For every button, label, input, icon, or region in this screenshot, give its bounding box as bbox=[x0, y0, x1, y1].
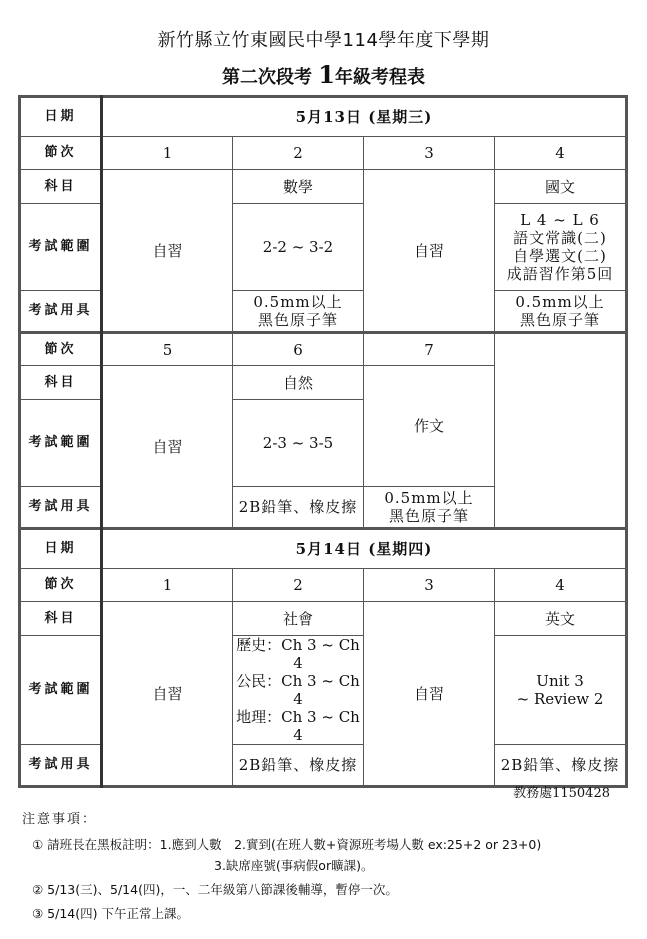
tool-line: 黑色原子筆 bbox=[520, 311, 601, 329]
label-range: 考試範圍 bbox=[20, 636, 102, 745]
range-line: 語文常識(二) bbox=[513, 229, 607, 247]
exam-schedule-table bbox=[18, 95, 628, 788]
label-tools: 考試用具 bbox=[20, 291, 102, 333]
label-subject: 科目 bbox=[20, 170, 102, 204]
document-subtitle bbox=[0, 60, 647, 89]
science-tools: 2B鉛筆、橡皮擦 bbox=[233, 487, 364, 529]
date-day1: 5月13日 (星期三) bbox=[102, 97, 627, 137]
self-study-cell: 自習 bbox=[364, 602, 495, 787]
self-study-cell: 自習 bbox=[102, 170, 233, 333]
office-code: 教務處1150428 bbox=[513, 786, 610, 801]
label-period: 節次 bbox=[20, 137, 102, 170]
tool-line: 黑色原子筆 bbox=[257, 311, 338, 329]
empty-cell bbox=[495, 333, 627, 529]
range-line: ~ Review 2 bbox=[516, 690, 604, 708]
period-cell: 4 bbox=[495, 137, 627, 170]
notes-section bbox=[22, 808, 632, 928]
period-cell: 5 bbox=[102, 333, 233, 366]
math-tools bbox=[233, 291, 364, 333]
social-tools: 2B鉛筆、橡皮擦 bbox=[233, 745, 364, 787]
label-range: 考試範圍 bbox=[20, 204, 102, 291]
subject-math: 數學 bbox=[233, 170, 364, 204]
science-range: 2-3 ~ 3-5 bbox=[233, 400, 364, 487]
period-cell: 3 bbox=[364, 137, 495, 170]
period-row bbox=[20, 569, 627, 602]
label-date: 日期 bbox=[20, 529, 102, 569]
period-cell: 6 bbox=[233, 333, 364, 366]
date-row-day2 bbox=[20, 529, 627, 569]
note-item: ③ 5/14(四) 下午正常上課。 bbox=[32, 906, 189, 921]
range-line: 公民：Ch 3 ~ Ch 4 bbox=[236, 672, 360, 708]
note-item: ② 5/13(三)、5/14(四)，一、二年級第八節課後輔導，暫停一次。 bbox=[32, 882, 398, 897]
subject-science: 自然 bbox=[233, 366, 364, 400]
period-row bbox=[20, 137, 627, 170]
tool-line: 0.5mm以上 bbox=[384, 489, 474, 507]
label-tools: 考試用具 bbox=[20, 745, 102, 787]
self-study-cell: 自習 bbox=[364, 170, 495, 333]
tool-line: 0.5mm以上 bbox=[253, 293, 343, 311]
subject-social: 社會 bbox=[233, 602, 364, 636]
subtitle-prefix: 第二次段考 bbox=[222, 67, 319, 88]
note-continuation: 3.缺席座號(事病假or曠課)。 bbox=[214, 858, 374, 873]
range-line: L 4 ~ L 6 bbox=[520, 211, 600, 229]
tool-line: 黑色原子筆 bbox=[388, 507, 469, 525]
tool-line: 0.5mm以上 bbox=[515, 293, 605, 311]
composition-cell: 作文 bbox=[364, 366, 495, 487]
period-cell: 2 bbox=[233, 137, 364, 170]
subject-chinese: 國文 bbox=[495, 170, 627, 204]
period-row bbox=[20, 333, 627, 366]
notes-heading: 注意事項： bbox=[22, 812, 98, 827]
label-range: 考試範圍 bbox=[20, 400, 102, 487]
date-row-day1 bbox=[20, 97, 627, 137]
label-subject: 科目 bbox=[20, 366, 102, 400]
period-cell: 3 bbox=[364, 569, 495, 602]
period-cell: 2 bbox=[233, 569, 364, 602]
social-range bbox=[233, 636, 364, 745]
range-line: Unit 3 bbox=[536, 672, 584, 690]
math-range: 2-2 ~ 3-2 bbox=[233, 204, 364, 291]
document-title: 新竹縣立竹東國民中學114學年度下學期 bbox=[157, 30, 490, 51]
label-period: 節次 bbox=[20, 333, 102, 366]
range-line: 歷史：Ch 3 ~ Ch 4 bbox=[236, 636, 360, 672]
period-cell: 1 bbox=[102, 569, 233, 602]
english-tools: 2B鉛筆、橡皮擦 bbox=[495, 745, 627, 787]
label-date: 日期 bbox=[20, 97, 102, 137]
range-line: 自學選文(二) bbox=[513, 247, 607, 265]
label-tools: 考試用具 bbox=[20, 487, 102, 529]
grade-number: 1 bbox=[318, 60, 335, 89]
period-cell: 4 bbox=[495, 569, 627, 602]
subject-row bbox=[20, 602, 627, 636]
note-text: ① 請班長在黑板註明：1.應到人數 2.實到(在班人數+資源班考場人數 ex:25+2 or 23+0) bbox=[32, 837, 542, 852]
subtitle-suffix: 年級考程表 bbox=[334, 67, 425, 88]
chinese-tools bbox=[495, 291, 627, 333]
range-line: 成語習作第5回 bbox=[506, 265, 614, 283]
label-period: 節次 bbox=[20, 569, 102, 602]
english-range bbox=[495, 636, 627, 745]
label-subject: 科目 bbox=[20, 602, 102, 636]
date-day2: 5月14日 (星期四) bbox=[102, 529, 627, 569]
period-cell: 7 bbox=[364, 333, 495, 366]
note-item bbox=[32, 835, 632, 874]
composition-tools bbox=[364, 487, 495, 529]
self-study-cell: 自習 bbox=[102, 602, 233, 787]
chinese-range bbox=[495, 204, 627, 291]
range-line: 地理：Ch 3 ~ Ch 4 bbox=[236, 708, 360, 744]
self-study-cell: 自習 bbox=[102, 366, 233, 529]
period-cell: 1 bbox=[102, 137, 233, 170]
subject-row bbox=[20, 170, 627, 204]
subject-english: 英文 bbox=[495, 602, 627, 636]
